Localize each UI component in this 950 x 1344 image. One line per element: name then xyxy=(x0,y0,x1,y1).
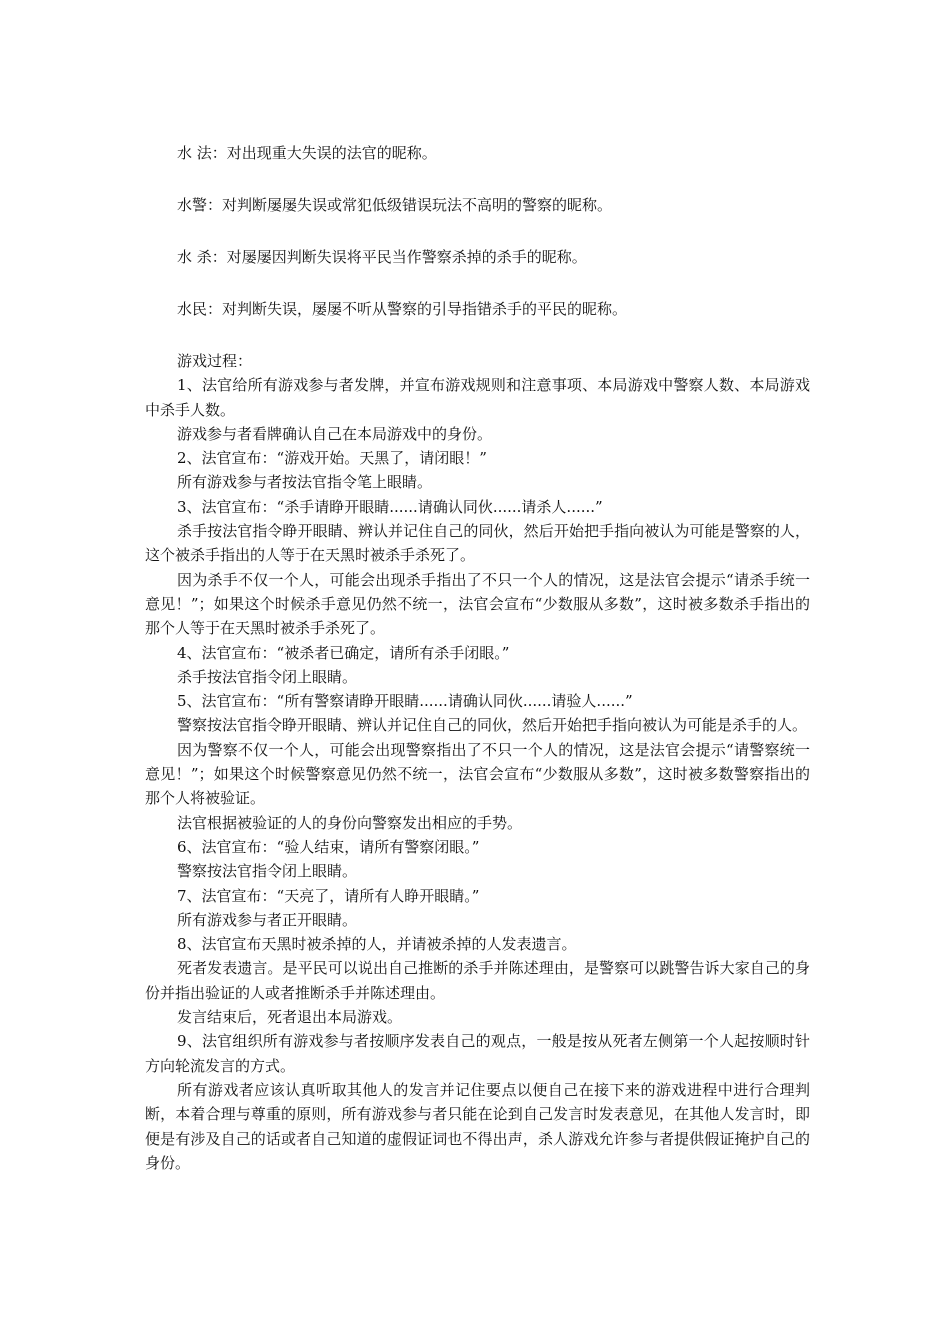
paragraph: 8、法官宣布天黑时被杀掉的人，并请被杀掉的人发表遗言。 xyxy=(177,935,577,954)
paragraph: 发言结束后，死者退出本局游戏。 xyxy=(177,1008,403,1027)
paragraph: 1、法官给所有游戏参与者发牌，并宣布游戏规则和注意事项、本局游戏中警察人数、本局游戏中杀手人数。 xyxy=(145,376,810,419)
term-definition-water-killer: 水 杀：对屡屡因判断失误将平民当作警察杀掉的杀手的昵称。 xyxy=(177,248,587,266)
paragraph: 9、法官组织所有游戏参与者按顺序发表自己的观点，一般是按从死者左侧第一个人起按顺时针方向轮流发言的方式。 xyxy=(145,1032,810,1075)
paragraph: 3、法官宣布：“杀手请睁开眼睛......请确认同伙......请杀人......” xyxy=(177,497,603,516)
paragraph: 所有游戏者应该认真听取其他人的发言并记住要点以便自己在接下来的游戏进程中进行合理判断，本着合理与尊重的原则，所有游戏参与者只能在论到自己发言时发表意见，在其他人发言时，即便是有涉及自己的话或者自己知道的虚假证词也不得出声，杀人游戏允许参与者提供假证掩护自己的身份。 xyxy=(145,1080,810,1172)
paragraph: 法官根据被验证的人的身份向警察发出相应的手势。 xyxy=(177,813,523,832)
paragraph: 所有游戏参与者按法官指令笔上眼睛。 xyxy=(177,473,433,492)
section-title-game-process: 游戏过程： xyxy=(177,352,253,370)
paragraph: 2、法官宣布：“游戏开始。天黑了，请闭眼！” xyxy=(177,449,487,468)
paragraph: 7、法官宣布：“天亮了，请所有人睁开眼睛。” xyxy=(177,886,480,905)
paragraph: 死者发表遗言。是平民可以说出自己推断的杀手并陈述理由，是警察可以跳警告诉大家自己的身份并指出验证的人或者推断杀手并陈述理由。 xyxy=(145,959,810,1002)
term-definition-water-judge: 水 法：对出现重大失误的法官的昵称。 xyxy=(177,144,437,162)
paragraph: 警察按法官指令睁开眼睛、辨认并记住自己的同伙，然后开始把手指向被认为可能是杀手的人。 xyxy=(177,716,808,735)
paragraph: 6、法官宣布：“验人结束，请所有警察闭眼。” xyxy=(177,837,480,856)
document-body xyxy=(145,140,810,1175)
paragraph: 杀手按法官指令闭上眼睛。 xyxy=(177,667,358,686)
paragraph: 因为警察不仅一个人，可能会出现警察指出了不只一个人的情况，这是法官会提示“请警察统一意见！”；如果这个时候警察意见仍然不统一，法官会宣布“少数服从多数”，这时被多数警察指出的那个人将被验证。 xyxy=(145,740,810,808)
paragraph: 杀手按法官指令睁开眼睛、辨认并记住自己的同伙，然后开始把手指向被认为可能是警察的人，这个被杀手指出的人等于在天黑时被杀手杀死了。 xyxy=(145,522,810,565)
term-definition-water-civilian: 水民：对判断失误，屡屡不听从警察的引导指错杀手的平民的昵称。 xyxy=(177,300,628,318)
paragraph: 游戏参与者看牌确认自己在本局游戏中的身份。 xyxy=(177,424,493,443)
paragraph: 所有游戏参与者正开眼睛。 xyxy=(177,910,358,929)
paragraph: 4、法官宣布：“被杀者已确定，请所有杀手闭眼。” xyxy=(177,643,510,662)
term-definition-water-police: 水警：对判断屡屡失误或常犯低级错误玩法不高明的警察的昵称。 xyxy=(177,196,613,214)
paragraph: 5、法官宣布：“所有警察请睁开眼睛......请确认同伙......请验人......” xyxy=(177,692,633,711)
paragraph: 警察按法官指令闭上眼睛。 xyxy=(177,862,358,881)
paragraph: 因为杀手不仅一个人，可能会出现杀手指出了不只一个人的情况，这是法官会提示“请杀手统一意见！”；如果这个时候杀手意见仍然不统一，法官会宣布“少数服从多数”，这时被多数杀手指出的那个人等于在天黑时被杀手杀死了。 xyxy=(145,570,810,638)
